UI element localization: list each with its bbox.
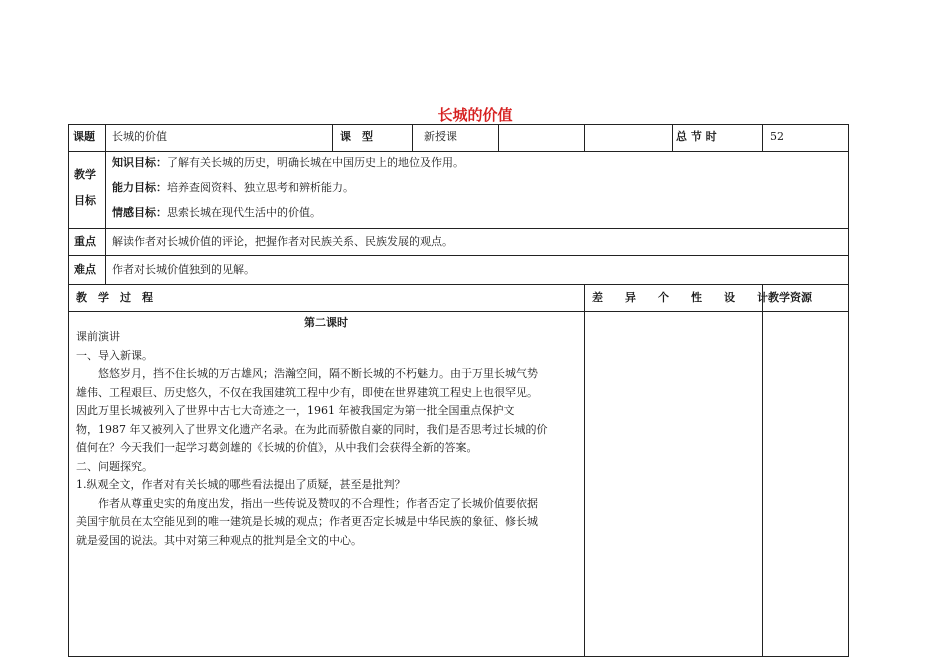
col-divider	[584, 124, 585, 151]
col-divider	[672, 124, 673, 151]
row-divider	[68, 255, 849, 256]
key-point-text: 解读作者对长城价值的评论，把握作者对民族关系、民族发展的观点。	[112, 235, 453, 248]
body-line: 作者从尊重史实的角度出发，指出一些传说及赞叹的不合理性；作者否定了长城价值要依据	[98, 496, 538, 510]
goals-label-line1: 教学	[74, 168, 96, 181]
session-title: 第二课时	[304, 316, 348, 329]
type-label: 课 型	[340, 130, 373, 143]
row-divider	[68, 228, 849, 229]
ability-goal-text: 培养查阅资料、独立思考和辨析能力。	[167, 181, 354, 194]
total-hours-value: 52	[770, 130, 784, 143]
differentiation-header: 差 异 个 性 设 计	[592, 291, 768, 304]
col-divider	[762, 124, 763, 151]
lesson-plan-table	[68, 124, 849, 657]
knowledge-goal-label: 知识目标：	[112, 156, 167, 169]
lesson-body	[76, 328, 586, 550]
body-line: 美国宇航员在太空能见到的唯一建筑是长城的观点；作者更否定长城是中华民族的象征、修长城	[76, 515, 538, 528]
body-line: 因此万里长城被列入了世界中古七大奇迹之一，1961 年被我国定为第一批全国重点保护文	[76, 404, 515, 417]
body-line: 一、导入新课。	[76, 348, 153, 362]
col-divider	[105, 151, 106, 284]
page-title: 长城的价值	[437, 106, 513, 124]
topic-label: 课题	[73, 130, 95, 143]
body-line: 悠悠岁月，挡不住长城的万古雄风；浩瀚空间，隔不断长城的不朽魅力。由于万里长城气势	[98, 367, 538, 380]
table-border-bottom	[68, 656, 849, 657]
emotion-goal	[112, 206, 321, 220]
difficulty-text: 作者对长城价值独到的见解。	[112, 263, 255, 276]
ability-goal	[112, 181, 354, 195]
row-divider	[68, 311, 849, 312]
knowledge-goal-text: 了解有关长城的历史，明确长城在中国历史上的地位及作用。	[167, 156, 464, 169]
body-line: 雄伟、工程艰巨、历史悠久，不仅在我国建筑工程中少有，即使在世界建筑工程史上也很罕见。	[76, 385, 538, 399]
body-line: 1.纵观全文，作者对有关长城的哪些看法提出了质疑，甚至是批判？	[76, 478, 406, 491]
col-divider	[498, 124, 499, 151]
body-line: 值何在？今天我们一起学习葛剑雄的《长城的价值》，从中我们会获得全新的答案。	[76, 441, 478, 454]
table-border-right	[848, 124, 849, 657]
type-value: 新授课	[424, 130, 457, 143]
body-line: 物，1987 年又被列入了世界文化遗产名录。在为此而骄傲自豪的同时，我们是否思考过长城的价	[76, 422, 548, 436]
difficulty-label: 难点	[74, 263, 96, 276]
teaching-process-header: 教 学 过 程	[76, 291, 153, 304]
total-hours-label: 总 节 时	[676, 130, 717, 143]
body-line: 就是爱国的说法。其中对第三种观点的批判是全文的中心。	[76, 533, 362, 547]
row-divider	[68, 151, 849, 152]
knowledge-goal	[112, 156, 464, 170]
goals-label-line2: 目标	[74, 194, 96, 207]
row-divider	[68, 284, 849, 285]
key-point-label: 重点	[74, 235, 96, 248]
emotion-goal-label: 情感目标：	[112, 206, 167, 219]
emotion-goal-text: 思索长城在现代生活中的价值。	[167, 206, 321, 219]
col-divider	[762, 284, 763, 657]
teaching-resources-header: 教学资源	[768, 291, 812, 304]
body-line: 课前演讲	[76, 330, 120, 343]
col-divider	[412, 124, 413, 151]
topic-value: 长城的价值	[112, 130, 167, 143]
col-divider	[332, 124, 333, 151]
table-border-top	[68, 124, 849, 125]
ability-goal-label: 能力目标：	[112, 181, 167, 194]
body-line: 二、问题探究。	[76, 459, 153, 473]
table-border-left	[68, 124, 69, 657]
col-divider	[105, 124, 106, 151]
